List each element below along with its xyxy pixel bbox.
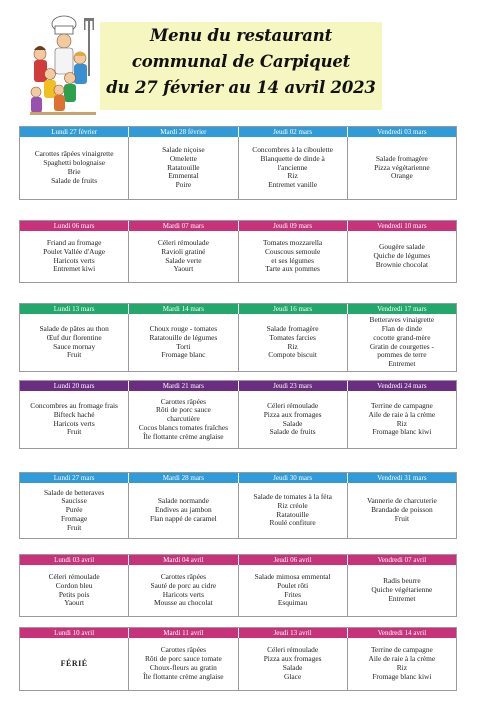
dish-item: Couscous semoule xyxy=(265,246,321,256)
dish-item: charcutière xyxy=(166,414,200,424)
day-header: Mardi 21 mars xyxy=(129,381,238,391)
dish-item: Purée xyxy=(65,505,83,515)
dish-item: Choux rouge - tomates xyxy=(149,323,218,333)
dish-item: Salade de tomates à la féta xyxy=(253,491,332,501)
dish-item: Vannerie de charcuterie xyxy=(366,496,437,506)
week-header-row xyxy=(20,221,456,231)
dish-item: Aile de raie à la crème xyxy=(368,409,436,419)
day-menu-cell xyxy=(239,391,348,448)
dish-item: Entremet kiwi xyxy=(53,264,96,274)
day-header: Vendredi 03 mars xyxy=(348,127,456,137)
dish-item: Tomates mozzarella xyxy=(263,237,323,247)
day-menu-cell xyxy=(239,565,348,616)
day-header: Vendredi 17 mars xyxy=(348,304,456,314)
dish-item: Torti xyxy=(176,341,191,351)
day-menu-cell xyxy=(348,565,456,616)
title-line-2: communal de Carpiquet xyxy=(131,52,351,71)
dish-item: Concombres au fromage frais xyxy=(30,400,118,410)
dish-item: Aile de raie à la crème xyxy=(368,654,436,664)
dish-item: Fruit xyxy=(394,513,410,523)
day-header: Vendredi 24 mars xyxy=(348,381,456,391)
dish-item: Carottes râpées xyxy=(160,645,207,655)
dish-item: Pizza végétarienne xyxy=(374,162,430,172)
week-table xyxy=(19,472,457,539)
dish-item: Poulet rôti xyxy=(277,580,309,590)
day-header: Mardi 07 mars xyxy=(129,221,238,231)
day-menu-cell xyxy=(129,638,238,690)
dish-item: Petits pois xyxy=(58,589,90,599)
dish-item: Cocos blancs tomates fraîches xyxy=(138,422,229,432)
day-header: Jeudi 30 mars xyxy=(239,473,348,483)
dish-item: Île flottante crème anglaise xyxy=(143,671,224,681)
day-header: Lundi 27 février xyxy=(20,127,129,137)
dish-item: Riz xyxy=(396,663,407,672)
dish-item: Île flottante crème anglaise xyxy=(143,431,224,441)
week-menu-row xyxy=(20,231,456,282)
dish-item: Spaghetti bolognaise xyxy=(43,158,106,168)
dish-item: Ratatouille xyxy=(276,509,309,519)
dish-item: Fromage blanc kiwi xyxy=(372,671,432,681)
dish-item: Tarte aux pommes xyxy=(265,264,320,274)
dish-item: Brie xyxy=(67,167,81,176)
day-header: Vendredi 10 mars xyxy=(348,221,456,231)
day-header: Lundi 06 mars xyxy=(20,221,129,231)
dish-item: Ravioli gratiné xyxy=(161,246,206,256)
dish-item: Flan de dinde xyxy=(381,323,422,333)
week-header-row xyxy=(20,555,456,565)
day-menu-cell xyxy=(348,231,456,282)
day-header: Vendredi 07 avril xyxy=(348,555,456,565)
dish-item: Entremet xyxy=(388,593,416,603)
dish-item: Poulet Vallée d'Auge xyxy=(43,246,106,256)
day-header: Lundi 20 mars xyxy=(20,381,129,391)
dish-item: Céleri rémoulade xyxy=(267,645,319,655)
dish-item: Emmental xyxy=(168,171,199,181)
dish-item: Poire xyxy=(175,180,192,190)
day-menu-cell xyxy=(239,314,348,371)
dish-item: Salade niçoise xyxy=(162,145,205,154)
dish-item: Salade mimosa emmental xyxy=(254,571,331,581)
week-menu-row xyxy=(20,483,456,538)
holiday-label: FÉRIÉ xyxy=(60,658,88,668)
dish-item: Entremet xyxy=(388,359,416,369)
dish-item: Salade fromagère xyxy=(266,323,319,333)
day-menu-cell xyxy=(129,231,238,282)
dish-item: Fruit xyxy=(66,522,82,532)
day-menu-cell xyxy=(239,231,348,282)
day-header: Mardi 11 avril xyxy=(129,628,238,638)
dish-item: Concombres à la ciboulette xyxy=(252,145,333,154)
day-header: Lundi 13 mars xyxy=(20,304,129,314)
dish-item: Sauce mornay xyxy=(53,341,96,351)
title-banner xyxy=(100,22,382,110)
day-menu-cell xyxy=(348,638,456,690)
dish-item: Haricots verts xyxy=(53,418,95,428)
dish-item: Fromage blanc kiwi xyxy=(372,427,432,437)
dish-item: Entremet vanille xyxy=(268,180,318,190)
dish-item: Riz xyxy=(396,418,407,428)
dish-item: Carottes râpées xyxy=(160,571,207,581)
dish-item: Salade xyxy=(282,418,303,428)
day-header: Lundi 10 avril xyxy=(20,628,129,638)
dish-item: Gratin de courgettes - xyxy=(369,341,434,351)
dish-item: Œuf dur florentine xyxy=(46,332,102,342)
week-menu-row xyxy=(20,565,456,616)
dish-item: Pizza aux fromages xyxy=(263,409,322,419)
day-menu-cell xyxy=(348,137,456,199)
dish-item: Bifteck haché xyxy=(53,409,95,419)
dish-item: Salade normande xyxy=(157,496,209,506)
day-menu-cell xyxy=(348,391,456,448)
day-header: Lundi 03 avril xyxy=(20,555,129,565)
day-header: Jeudi 09 mars xyxy=(239,221,348,231)
dish-item: et ses légumes xyxy=(271,255,314,265)
dish-item: Salade de fruits xyxy=(269,427,316,437)
day-menu-cell xyxy=(20,314,129,371)
chef-family-illustration xyxy=(26,14,100,118)
dish-item: Yaourt xyxy=(173,264,194,274)
day-menu-cell xyxy=(20,638,129,690)
day-menu-cell xyxy=(20,565,129,616)
dish-item: Sauté de porc au cidre xyxy=(150,580,217,590)
dish-item: Terrine de campagne xyxy=(370,400,433,410)
week-table xyxy=(19,380,457,449)
dish-item: Salade verte xyxy=(165,255,202,265)
week-header-row xyxy=(20,304,456,314)
dish-item: Esquimau xyxy=(277,598,308,608)
dish-item: Glace xyxy=(284,671,302,681)
dish-item: Omelette xyxy=(169,153,197,163)
dish-item: Quiche végétarienne xyxy=(371,585,433,595)
dish-item: Brandade de poisson xyxy=(371,505,433,515)
day-menu-cell xyxy=(348,314,456,371)
page-header xyxy=(0,0,488,120)
title-line-1: Menu du restaurant xyxy=(150,26,332,45)
dish-item: Radis beurre xyxy=(383,576,421,586)
dish-item: Friand au fromage xyxy=(46,237,102,247)
dish-item: Salade de betteraves xyxy=(43,487,105,497)
dish-item: Saucisse xyxy=(61,496,87,506)
day-header: Vendredi 14 avril xyxy=(348,628,456,638)
week-header-row xyxy=(20,628,456,638)
day-header: Jeudi 02 mars xyxy=(239,127,348,137)
dish-item: Endives au jambon xyxy=(155,505,212,515)
day-menu-cell xyxy=(20,391,129,448)
dish-item: Salade fromagère xyxy=(375,153,428,163)
dish-item: Frites xyxy=(284,589,302,599)
dish-item: Haricots verts xyxy=(162,589,204,599)
day-menu-cell xyxy=(239,483,348,538)
dish-item: Cordon bleu xyxy=(55,580,93,590)
week-menu-row xyxy=(20,638,456,690)
dish-item: Flan nappé de caramel xyxy=(150,513,217,523)
dish-item: Carottes râpées vinaigrette xyxy=(34,149,114,159)
day-menu-cell xyxy=(20,231,129,282)
dish-item: Tomates farcies xyxy=(269,332,316,342)
day-header: Mardi 28 février xyxy=(129,127,238,137)
day-menu-cell xyxy=(20,137,129,199)
week-header-row xyxy=(20,381,456,391)
dish-item: Haricots verts xyxy=(53,255,95,265)
dish-item: Roulé confiture xyxy=(269,518,316,528)
dish-item: pommes de terre xyxy=(377,350,427,360)
dish-item: Carottes râpées xyxy=(160,396,207,406)
day-header: Jeudi 13 avril xyxy=(239,628,348,638)
week-header-row xyxy=(20,473,456,483)
dish-item: cocotte grand-mère xyxy=(373,332,431,342)
dish-item: Quiche de légumes xyxy=(373,251,431,261)
day-menu-cell xyxy=(129,391,238,448)
dish-item: Céleri rémoulade xyxy=(267,400,319,410)
dish-item: Pizza aux fromages xyxy=(263,654,322,664)
dish-item: Gougère salade xyxy=(378,242,425,252)
day-header: Mardi 04 avril xyxy=(129,555,238,565)
dish-item: Céleri rémoulade xyxy=(157,237,209,247)
dish-item: Compote biscuit xyxy=(268,350,317,360)
title-line-3: du 27 février au 14 avril 2023 xyxy=(106,78,376,97)
dish-item: Rôti de porc sauce tomate xyxy=(144,654,222,664)
dish-item: Blanquette de dinde à xyxy=(260,153,325,163)
day-header: Jeudi 16 mars xyxy=(239,304,348,314)
day-menu-cell xyxy=(348,483,456,538)
dish-item: Ratatouille xyxy=(167,162,200,172)
dish-item: Ratatouille de légumes xyxy=(149,332,218,342)
dish-item: Salade de pâtes au thon xyxy=(39,323,109,333)
dish-item: Fruit xyxy=(66,427,82,437)
week-header-row xyxy=(20,127,456,137)
day-header: Jeudi 23 mars xyxy=(239,381,348,391)
dish-item: Orange xyxy=(391,171,413,181)
day-header: Vendredi 31 mars xyxy=(348,473,456,483)
dish-item: Fruit xyxy=(66,350,82,360)
week-menu-row xyxy=(20,391,456,448)
week-table xyxy=(19,126,457,200)
week-table xyxy=(19,554,457,617)
day-header: Mardi 28 mars xyxy=(129,473,238,483)
dish-item: Betteraves vinaigrette xyxy=(369,315,435,325)
week-menu-row xyxy=(20,137,456,199)
dish-item: Riz créole xyxy=(277,500,308,510)
dish-item: Choux-fleurs au gratin xyxy=(149,663,217,672)
dish-item: Riz xyxy=(287,171,298,181)
dish-item: Céleri rémoulade xyxy=(48,571,100,581)
dish-item: Yaourt xyxy=(64,598,85,608)
day-menu-cell xyxy=(239,638,348,690)
week-menu-row xyxy=(20,314,456,371)
day-menu-cell xyxy=(129,137,238,199)
day-menu-cell xyxy=(20,483,129,538)
dish-item: Fromage blanc xyxy=(161,350,206,360)
dish-item: Brownie chocolat xyxy=(375,259,429,269)
week-table xyxy=(19,303,457,372)
dish-item: Rôti de porc sauce xyxy=(155,405,211,415)
day-header: Mardi 14 mars xyxy=(129,304,238,314)
day-menu-cell xyxy=(129,565,238,616)
day-menu-cell xyxy=(129,483,238,538)
day-menu-cell xyxy=(129,314,238,371)
dish-item: Fromage xyxy=(60,513,88,523)
dish-item: Salade de fruits xyxy=(51,175,98,185)
day-header: Lundi 27 mars xyxy=(20,473,129,483)
week-table xyxy=(19,220,457,283)
day-header: Jeudi 06 avril xyxy=(239,555,348,565)
dish-item: l'ancienne xyxy=(277,162,308,172)
dish-item: Terrine de campagne xyxy=(370,645,433,655)
week-table xyxy=(19,627,457,691)
dish-item: Riz xyxy=(287,341,298,351)
dish-item: Salade xyxy=(282,663,303,672)
day-menu-cell xyxy=(239,137,348,199)
dish-item: Mousse au chocolat xyxy=(154,598,213,608)
